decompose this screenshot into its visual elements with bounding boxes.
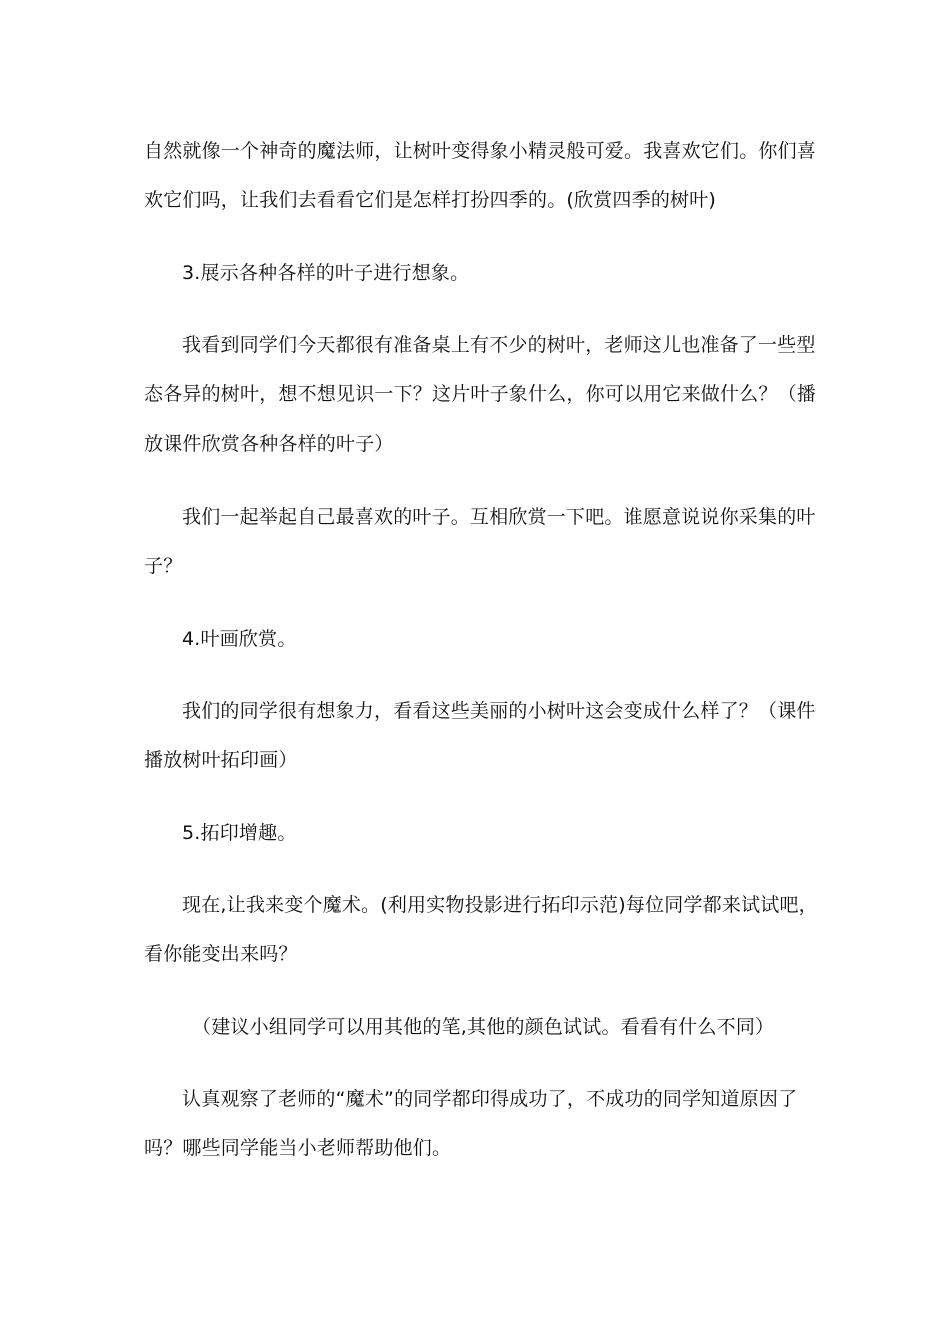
paragraph-line: 播放树叶拓印画）: [144, 749, 298, 771]
section-heading: 4.叶画欣赏。: [182, 628, 297, 650]
paragraph-line: 我们的同学很有想象力，看看这些美丽的小树叶这会变成什么样了？（课件: [182, 700, 816, 722]
paragraph-line: （建议小组同学可以用其他的笔,其他的颜色试试。看看有什么不同）: [192, 1016, 775, 1038]
paragraph-line: 自然就像一个神奇的魔法师，让树叶变得象小精灵般可爱。我喜欢它们。你们喜: [144, 140, 817, 162]
section-heading: 3.展示各种各样的叶子进行想象。: [182, 262, 470, 284]
paragraph-line: 吗？哪些同学能当小老师帮助他们。: [144, 1137, 452, 1159]
paragraph-line: 态各异的树叶，想不想见识一下？这片叶子象什么，你可以用它来做什么？（播: [144, 383, 817, 405]
paragraph-line: 认真观察了老师的“魔术”的同学都印得成功了，不成功的同学知道原因了: [182, 1088, 798, 1110]
section-heading: 5.拓印增趣。: [182, 822, 297, 844]
paragraph-line: 我们一起举起自己最喜欢的叶子。互相欣赏一下吧。谁愿意说说你采集的叶: [182, 506, 816, 528]
paragraph-line: 看你能变出来吗？: [144, 943, 298, 965]
paragraph-line: 现在,让我来变个魔术。(利用实物投影进行拓印示范)每位同学都来试试吧，: [182, 894, 818, 916]
paragraph-line: 欢它们吗，让我们去看看它们是怎样打扮四季的。(欣赏四季的树叶): [144, 189, 717, 211]
paragraph-line: 我看到同学们今天都很有准备桌上有不少的树叶，老师这儿也准备了一些型: [182, 334, 816, 356]
paragraph-line: 放课件欣赏各种各样的叶子）: [144, 433, 394, 455]
paragraph-line: 子？: [144, 555, 183, 577]
